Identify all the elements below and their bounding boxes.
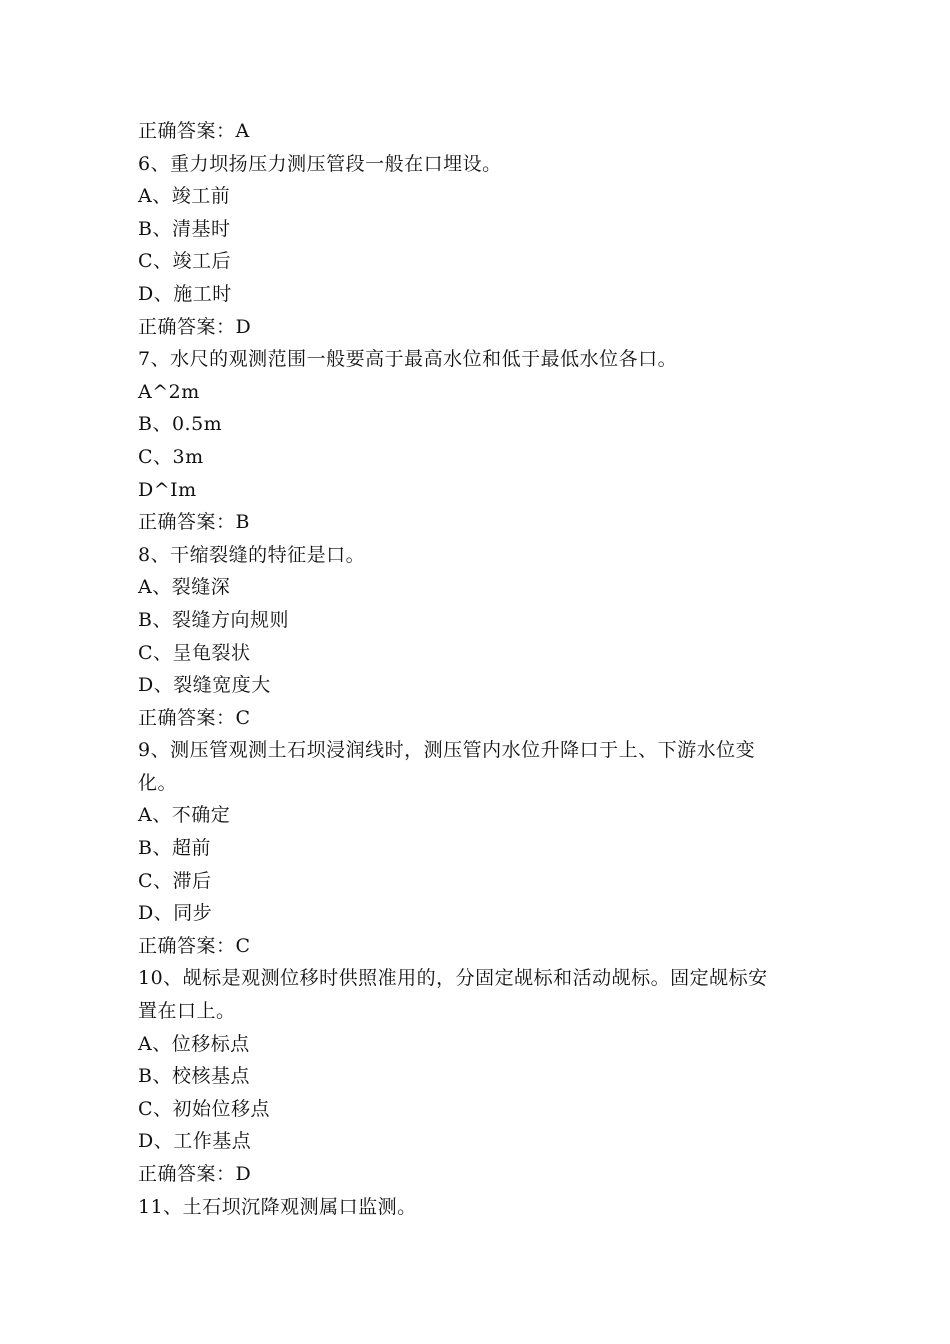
question-10: 10、觇标是观测位移时供照准用的，分固定觇标和活动觇标。固定觇标安 [138, 967, 768, 990]
question-10-continued: 置在口上。 [138, 1000, 236, 1023]
answer-line: 正确答案：D [138, 315, 252, 338]
question-6: 6、重力坝扬压力测压管段一般在口埋设。 [138, 152, 502, 175]
option-line: C、初始位移点 [138, 1097, 271, 1120]
option-line: A、竣工前 [138, 185, 231, 208]
option-line: D^Im [138, 478, 197, 501]
option-line: C、滞后 [138, 869, 212, 892]
answer-line: 正确答案：D [138, 1163, 252, 1185]
question-7: 7、水尺的观测范围一般要高于最高水位和低于最低水位各口。 [138, 348, 678, 371]
option-line: C、呈龟裂状 [138, 641, 251, 664]
option-line: B、超前 [138, 837, 211, 860]
answer-line: 正确答案：C [138, 706, 251, 729]
document-page [138, 115, 818, 1223]
option-line: A、位移标点 [138, 1032, 250, 1055]
answer-line: 正确答案：A [138, 120, 250, 142]
option-line: B、0.5m [138, 413, 223, 436]
option-line: A、不确定 [138, 804, 231, 827]
option-line: C、3m [138, 445, 204, 468]
option-line: D、施工时 [138, 282, 232, 305]
question-11: 11、土石坝沉降观测属口监测。 [138, 1195, 417, 1218]
question-9: 9、测压管观测土石坝浸润线时，测压管内水位升降口于上、下游水位变 [138, 739, 756, 762]
option-line: B、裂缝方向规则 [138, 608, 289, 631]
option-line: D、同步 [138, 902, 213, 925]
option-line: A、裂缝深 [138, 576, 231, 599]
answer-line: 正确答案：C [138, 934, 251, 957]
answer-line: 正确答案：B [138, 511, 250, 534]
option-line: D、裂缝宽度大 [138, 674, 271, 697]
option-line: C、竣工后 [138, 250, 232, 273]
question-8: 8、干缩裂缝的特征是口。 [138, 543, 366, 566]
option-line: B、清基时 [138, 217, 231, 240]
option-line: A^2m [138, 380, 200, 403]
option-line: B、校核基点 [138, 1065, 250, 1088]
option-line: D、工作基点 [138, 1130, 252, 1153]
question-9-continued: 化。 [138, 771, 178, 794]
